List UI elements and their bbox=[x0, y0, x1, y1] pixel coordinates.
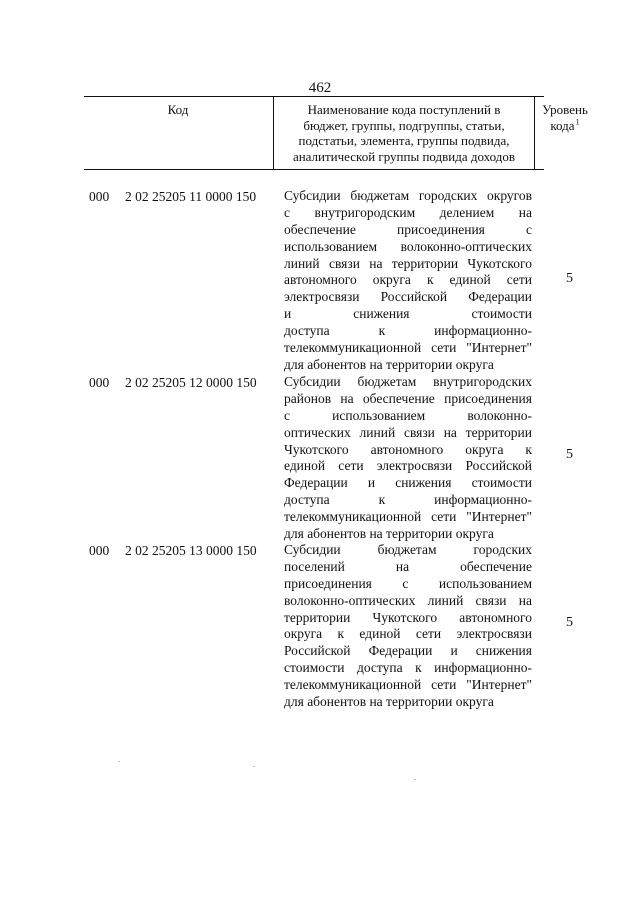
description-line: единой сети электросвязи Российской bbox=[284, 458, 532, 474]
description-line: использованием волоконно-оптических bbox=[284, 238, 532, 254]
description-line: для абонентов на территории округа bbox=[284, 526, 494, 542]
page-number: 462 bbox=[308, 80, 332, 96]
description-line: Субсидии бюджетам внутригородских bbox=[284, 374, 532, 389]
row-prefix: 000 bbox=[89, 375, 110, 390]
description-line: территории Чукотского автономного bbox=[284, 609, 532, 625]
header-name-line: бюджет, группы, подгруппы, статьи, bbox=[303, 117, 505, 133]
description-line: волоконно-оптических линий связи на bbox=[284, 592, 532, 608]
description-line: линий связи на территории Чукотского bbox=[284, 255, 532, 271]
row-code: 2 02 25205 11 0000 150 bbox=[125, 189, 257, 204]
description-line: стоимости доступа к информационно- bbox=[284, 660, 532, 676]
row-code: 2 02 25205 12 0000 150 bbox=[125, 375, 257, 390]
description-line: и снижения стоимости bbox=[284, 306, 532, 322]
row-level: 5 bbox=[566, 447, 573, 462]
header-name bbox=[273, 97, 535, 169]
description-line: округа к единой сети электросвязи bbox=[284, 626, 532, 642]
row-level: 5 bbox=[566, 271, 573, 286]
description-line: Федерации и снижения стоимости bbox=[284, 475, 532, 491]
row-level: 5 bbox=[566, 615, 573, 630]
description-line: Субсидии бюджетам городских bbox=[284, 542, 532, 557]
scan-speck bbox=[253, 766, 255, 767]
table-header bbox=[84, 96, 588, 170]
description-line: Субсидии бюджетам городских округов bbox=[284, 188, 532, 203]
header-code-label: Код bbox=[167, 102, 189, 117]
description-line: поселений на обеспечение bbox=[284, 558, 532, 574]
description-line: Чукотского автономного округа к bbox=[284, 441, 532, 457]
description-line: районов на обеспечение присоединения bbox=[284, 390, 532, 406]
row-prefix: 000 bbox=[89, 189, 110, 204]
row-description bbox=[284, 542, 532, 711]
description-line: присоединения с использованием bbox=[284, 575, 532, 591]
description-line: для абонентов на территории округа bbox=[284, 356, 494, 372]
description-line: телекоммуникационной сети "Интернет" bbox=[284, 509, 532, 525]
header-code bbox=[84, 97, 272, 169]
row-prefix: 000 bbox=[89, 543, 110, 558]
description-line: с использованием волоконно- bbox=[284, 407, 532, 423]
footnote-marker: 1 bbox=[575, 117, 580, 127]
header-level-line2 bbox=[535, 118, 595, 134]
description-line: с внутригородским делением на bbox=[284, 204, 532, 220]
row-code: 2 02 25205 13 0000 150 bbox=[125, 543, 257, 558]
header-level bbox=[535, 97, 595, 169]
header-name-line: Наименование кода поступлений в bbox=[307, 102, 501, 117]
description-line: обеспечение присоединения с bbox=[284, 221, 532, 237]
header-name-line: подстатьи, элемента, группы подвида, bbox=[298, 133, 510, 148]
row-description bbox=[284, 374, 532, 543]
description-line: Российской Федерации и снижения bbox=[284, 643, 532, 659]
description-line: доступа к информационно- bbox=[284, 323, 532, 339]
row-description bbox=[284, 188, 532, 374]
description-line: телекоммуникационной сети "Интернет" bbox=[284, 677, 532, 693]
description-line: для абонентов на территории округа bbox=[284, 694, 494, 710]
description-line: оптических линий связи на территории bbox=[284, 424, 532, 440]
scan-speck bbox=[414, 779, 416, 780]
header-level-word: кода bbox=[550, 117, 575, 133]
description-line: телекоммуникационной сети "Интернет" bbox=[284, 340, 532, 356]
scan-speck bbox=[118, 761, 120, 762]
header-level-line1: Уровень bbox=[542, 102, 588, 117]
description-line: доступа к информационно- bbox=[284, 492, 532, 508]
description-line: электросвязи Российской Федерации bbox=[284, 289, 532, 305]
header-name-line: аналитической группы подвида доходов bbox=[292, 148, 516, 164]
description-line: автономного округа к единой сети bbox=[284, 272, 532, 288]
